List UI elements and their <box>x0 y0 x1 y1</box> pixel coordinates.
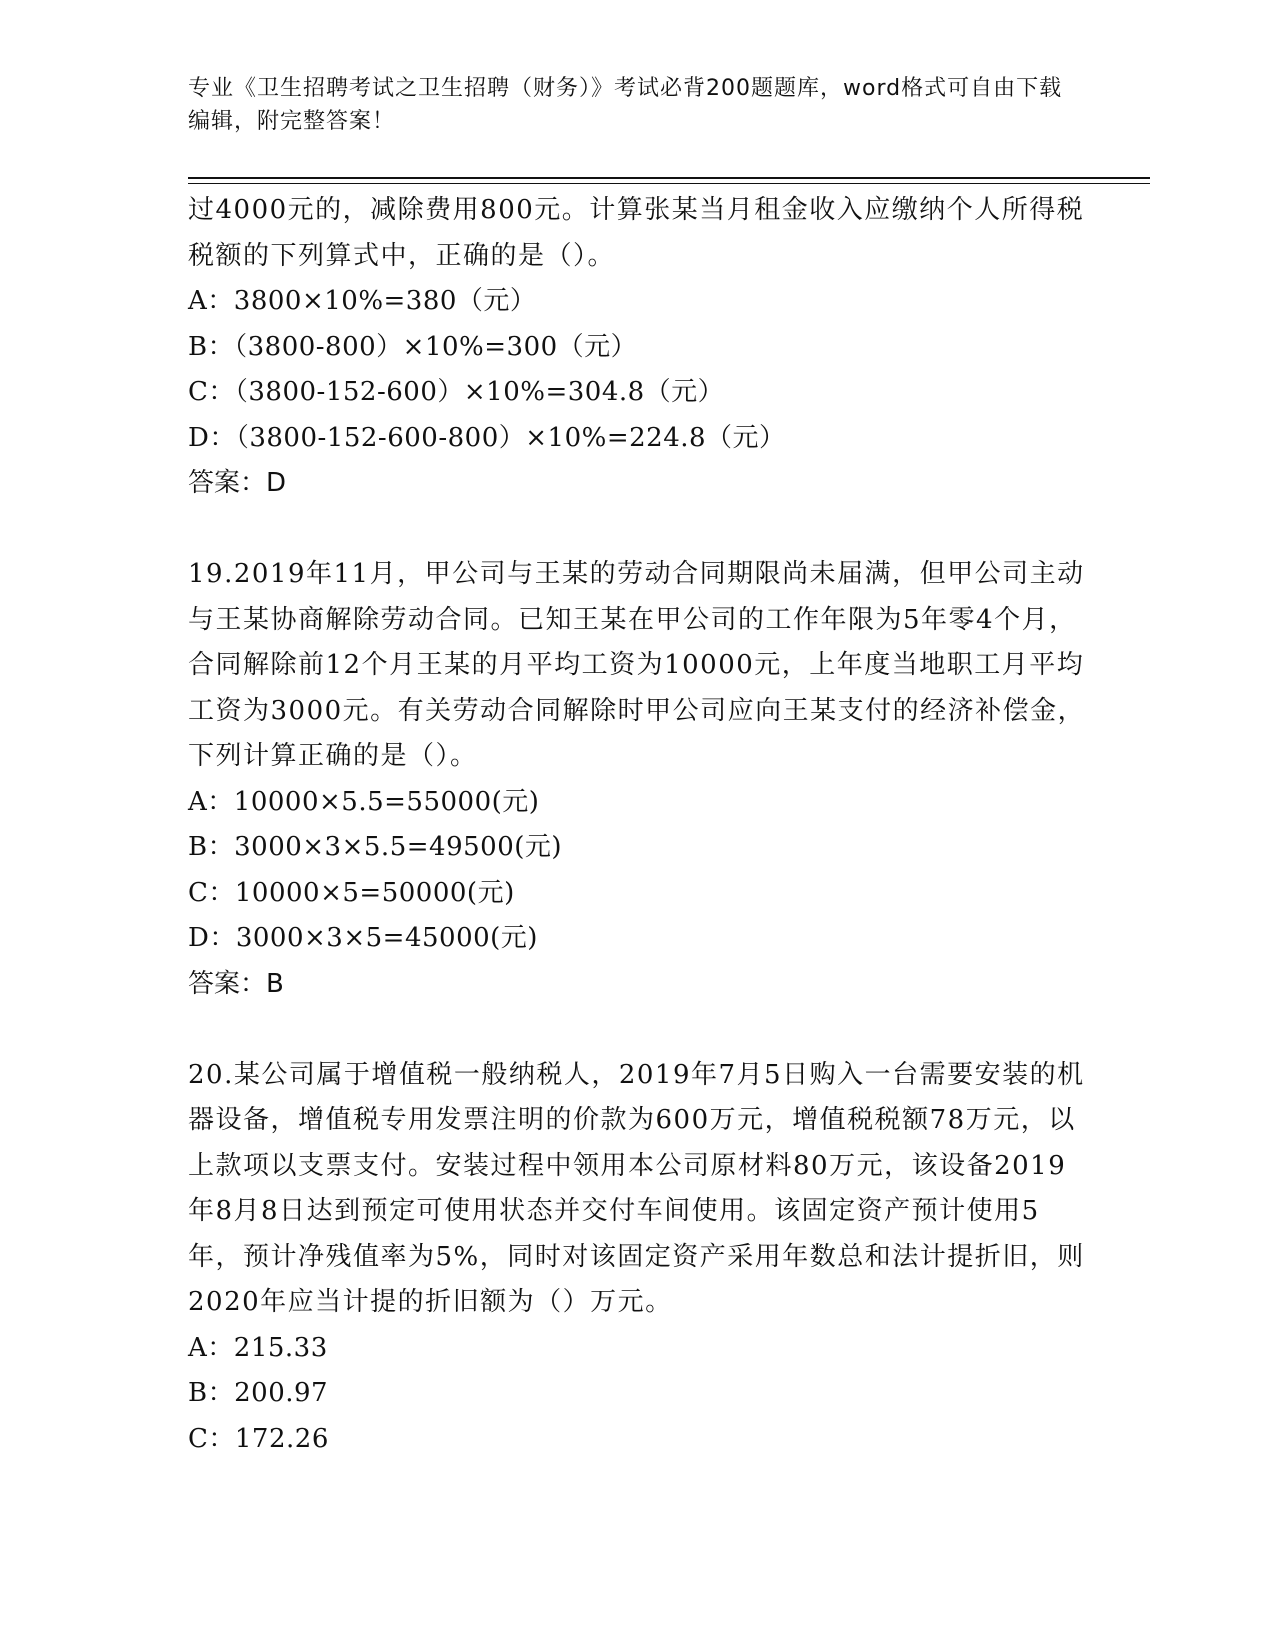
paragraph-spacer <box>188 1007 1088 1053</box>
question-stem: 20.某公司属于增值税一般纳税人，2019年7月5日购入一台需要安装的机器设备，增值税专用发票注明的价款为600万元，增值税税额78万元，以上款项以支票支付。安装过程中领用本公司原材料80万元，该设备2019年8月8日达到预定可使用状态并交付车间使用。该固定资产预计使用5年，预计净残值率为5%，同时对该固定资产采用年数总和法计提折旧，则2020年应当计提的折旧额为（）万元。 <box>188 1059 1085 1317</box>
option-a: A：215.33 <box>188 1332 328 1363</box>
option-c: C：（3800-152-600）×10%=304.8（元） <box>188 377 725 407</box>
question-stem: 19.2019年11月，甲公司与王某的劳动合同期限尚未届满，但甲公司主动与王某协商解除劳动合同。已知王某在甲公司的工作年限为5年零4个月，合同解除前12个月王某的月平均工资为10000元，上年度当地职工月平均工资为3000元。有关劳动合同解除时甲公司应向王某支付的经济补偿金，下列计算正确的是（）。 <box>188 559 1086 771</box>
option-a: A：3800×10%=380（元） <box>188 286 537 316</box>
answer-line: 答案：B <box>188 968 284 999</box>
question-20 <box>188 1053 1088 1463</box>
answer-line: 答案：D <box>188 468 287 498</box>
option-a: A：10000×5.5=55000(元) <box>188 786 540 817</box>
questions-body <box>188 188 1088 1462</box>
option-c: C：172.26 <box>188 1423 329 1454</box>
header-rule-thick <box>188 177 1150 179</box>
question-18 <box>188 188 1088 507</box>
option-c: C：10000×5=50000(元) <box>188 877 515 908</box>
option-b: B：（3800-800）×10%=300（元） <box>188 331 638 362</box>
option-b: B：200.97 <box>188 1378 329 1408</box>
option-b: B：3000×3×5.5=49500(元) <box>188 832 563 862</box>
header-rule-thin <box>188 183 1150 184</box>
page-header: 专业《卫生招聘考试之卫生招聘（财务）》考试必背200题题库，word格式可自由下载编辑，附完整答案！ <box>188 76 1063 134</box>
paragraph-spacer <box>188 507 1088 553</box>
option-d: D：3000×3×5=45000(元) <box>188 923 538 953</box>
question-stem-continuation: 过4000元的，减除费用800元。计算张某当月租金收入应缴纳个人所得税税额的下列算式中，正确的是（）。 <box>188 195 1085 271</box>
option-d: D：（3800-152-600-800）×10%=224.8（元） <box>188 422 786 453</box>
question-19 <box>188 552 1088 1007</box>
